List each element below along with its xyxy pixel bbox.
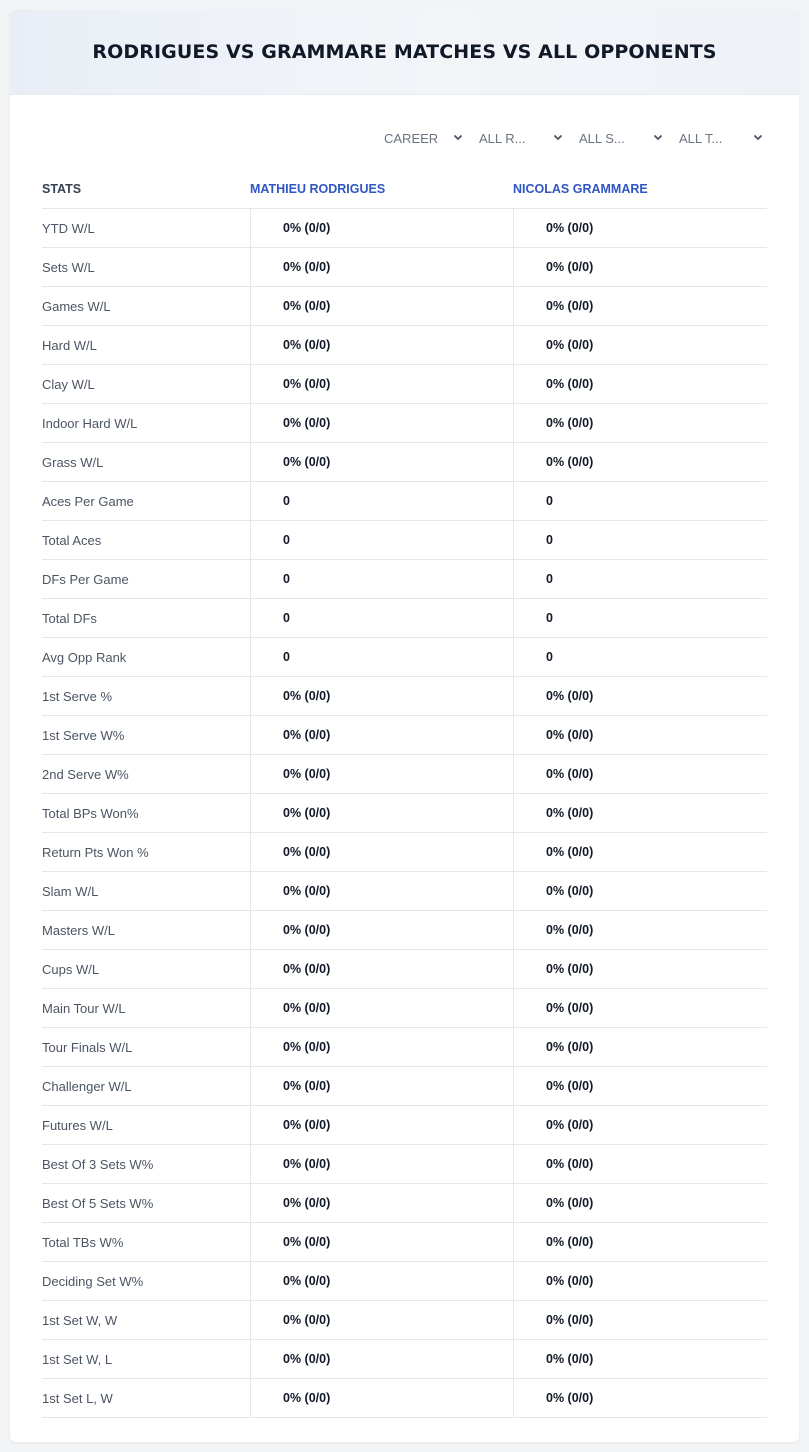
stat-label: 1st Set L, W <box>42 1390 113 1406</box>
stat-label: Total BPs Won% <box>42 805 139 821</box>
player1-stat-value: 0% (0/0) <box>250 950 513 988</box>
stat-label: Challenger W/L <box>42 1078 132 1094</box>
player1-stat-value: 0% (0/0) <box>250 1340 513 1378</box>
player2-stat-value: 0 <box>513 638 767 676</box>
table-row <box>42 1223 767 1262</box>
player1-stat-value: 0 <box>250 638 513 676</box>
player1-stat-value: 0% (0/0) <box>250 833 513 871</box>
player1-stat-value: 0% (0/0) <box>250 404 513 442</box>
stat-label: Tour Finals W/L <box>42 1039 133 1055</box>
stat-label: Indoor Hard W/L <box>42 415 138 431</box>
player1-stat-value: 0% (0/0) <box>250 755 513 793</box>
table-row <box>42 716 767 755</box>
stats-card <box>10 10 799 1442</box>
player2-stat-value: 0% (0/0) <box>513 1379 767 1417</box>
player2-stat-value: 0% (0/0) <box>513 677 767 715</box>
player2-stat-value: 0% (0/0) <box>513 443 767 481</box>
player1-stat-value: 0 <box>250 560 513 598</box>
player1-stat-value: 0 <box>250 521 513 559</box>
player2-stat-value: 0% (0/0) <box>513 1145 767 1183</box>
chevron-down-icon <box>452 131 464 143</box>
player1-stat-value: 0 <box>250 599 513 637</box>
table-row <box>42 1184 767 1223</box>
player2-column-header[interactable]: NICOLAS GRAMMARE <box>513 182 648 196</box>
player1-stat-value: 0% (0/0) <box>250 1106 513 1144</box>
stat-label: Cups W/L <box>42 961 100 977</box>
player1-stat-value: 0% (0/0) <box>250 365 513 403</box>
filter-period-value: CAREER <box>384 130 439 146</box>
player1-stat-value: 0% (0/0) <box>250 209 513 247</box>
table-row <box>42 872 767 911</box>
player2-stat-value: 0% (0/0) <box>513 833 767 871</box>
stat-label: Total TBs W% <box>42 1234 124 1250</box>
player1-stat-value: 0% (0/0) <box>250 248 513 286</box>
player2-stat-value: 0% (0/0) <box>513 1184 767 1222</box>
table-row <box>42 638 767 677</box>
player2-stat-value: 0% (0/0) <box>513 404 767 442</box>
stat-label: Grass W/L <box>42 454 104 470</box>
stat-label: Return Pts Won % <box>42 844 149 860</box>
filter-bar <box>10 124 799 152</box>
table-row <box>42 1340 767 1379</box>
table-row <box>42 1145 767 1184</box>
table-row <box>42 443 767 482</box>
stat-label: 1st Serve % <box>42 688 113 704</box>
filter-round-value: ALL R... <box>479 130 526 146</box>
player1-stat-value: 0% (0/0) <box>250 1145 513 1183</box>
player1-stat-value: 0% (0/0) <box>250 1301 513 1339</box>
player1-stat-value: 0% (0/0) <box>250 911 513 949</box>
table-row <box>42 833 767 872</box>
header-banner <box>10 10 799 95</box>
table-row <box>42 326 767 365</box>
stat-label: Best Of 3 Sets W% <box>42 1156 154 1172</box>
table-row <box>42 950 767 989</box>
player1-stat-value: 0% (0/0) <box>250 326 513 364</box>
player2-stat-value: 0% (0/0) <box>513 1028 767 1066</box>
stat-label: 1st Set W, W <box>42 1312 118 1328</box>
stat-label: Total DFs <box>42 610 97 626</box>
stat-label: Aces Per Game <box>42 493 134 509</box>
stat-label: 2nd Serve W% <box>42 766 129 782</box>
table-row <box>42 1067 767 1106</box>
player2-stat-value: 0% (0/0) <box>513 248 767 286</box>
table-row <box>42 482 767 521</box>
chevron-down-icon <box>652 131 664 143</box>
stat-label: 1st Serve W% <box>42 727 125 743</box>
player2-stat-value: 0% (0/0) <box>513 1223 767 1261</box>
table-row <box>42 1028 767 1067</box>
stat-label: Slam W/L <box>42 883 99 899</box>
stat-label: Deciding Set W% <box>42 1273 144 1289</box>
player1-stat-value: 0 <box>250 482 513 520</box>
stats-column-header: STATS <box>42 182 82 196</box>
table-row <box>42 989 767 1028</box>
stat-label: Total Aces <box>42 532 102 548</box>
stat-label: Best Of 5 Sets W% <box>42 1195 154 1211</box>
table-row <box>42 1379 767 1418</box>
player1-stat-value: 0% (0/0) <box>250 794 513 832</box>
stats-table <box>42 208 767 1418</box>
table-row <box>42 1262 767 1301</box>
player2-stat-value: 0% (0/0) <box>513 950 767 988</box>
player1-stat-value: 0% (0/0) <box>250 1028 513 1066</box>
player2-stat-value: 0 <box>513 599 767 637</box>
player2-stat-value: 0% (0/0) <box>513 872 767 910</box>
table-row <box>42 287 767 326</box>
chevron-down-icon <box>552 131 564 143</box>
player1-stat-value: 0% (0/0) <box>250 443 513 481</box>
filter-tournament-value: ALL T... <box>679 130 723 146</box>
player2-stat-value: 0 <box>513 560 767 598</box>
table-row <box>42 1301 767 1340</box>
table-row <box>42 248 767 287</box>
filter-period-select[interactable] <box>384 124 464 152</box>
table-row <box>42 521 767 560</box>
player1-column-header[interactable]: MATHIEU RODRIGUES <box>250 182 386 196</box>
player2-stat-value: 0% (0/0) <box>513 794 767 832</box>
player1-stat-value: 0% (0/0) <box>250 989 513 1027</box>
player2-stat-value: 0% (0/0) <box>513 911 767 949</box>
table-row <box>42 404 767 443</box>
player2-stat-value: 0% (0/0) <box>513 365 767 403</box>
player1-stat-value: 0% (0/0) <box>250 287 513 325</box>
player2-stat-value: 0% (0/0) <box>513 287 767 325</box>
player1-stat-value: 0% (0/0) <box>250 1379 513 1417</box>
player1-stat-value: 0% (0/0) <box>250 1184 513 1222</box>
table-row <box>42 1106 767 1145</box>
stat-label: Games W/L <box>42 298 111 314</box>
stat-label: 1st Set W, L <box>42 1351 113 1367</box>
player2-stat-value: 0% (0/0) <box>513 1067 767 1105</box>
stat-label: Masters W/L <box>42 922 115 938</box>
player2-stat-value: 0% (0/0) <box>513 716 767 754</box>
player1-stat-value: 0% (0/0) <box>250 1262 513 1300</box>
filter-surface-select[interactable] <box>579 124 664 152</box>
stat-label: Clay W/L <box>42 376 95 392</box>
stat-label: DFs Per Game <box>42 571 129 587</box>
table-row <box>42 365 767 404</box>
stat-label: Hard W/L <box>42 337 97 353</box>
stat-label: Avg Opp Rank <box>42 649 127 665</box>
player2-stat-value: 0% (0/0) <box>513 1301 767 1339</box>
table-row <box>42 599 767 638</box>
table-row <box>42 209 767 248</box>
filter-round-select[interactable] <box>479 124 564 152</box>
player2-stat-value: 0% (0/0) <box>513 1340 767 1378</box>
player1-stat-value: 0% (0/0) <box>250 716 513 754</box>
player2-stat-value: 0% (0/0) <box>513 755 767 793</box>
player1-stat-value: 0% (0/0) <box>250 872 513 910</box>
filter-surface-value: ALL S... <box>579 130 625 146</box>
player2-stat-value: 0% (0/0) <box>513 326 767 364</box>
stat-label: Main Tour W/L <box>42 1000 126 1016</box>
table-row <box>42 755 767 794</box>
stat-label: YTD W/L <box>42 220 95 236</box>
stat-label: Sets W/L <box>42 259 95 275</box>
table-row <box>42 560 767 599</box>
player2-stat-value: 0% (0/0) <box>513 1262 767 1300</box>
player1-stat-value: 0% (0/0) <box>250 677 513 715</box>
table-row <box>42 677 767 716</box>
player2-stat-value: 0% (0/0) <box>513 989 767 1027</box>
player2-stat-value: 0 <box>513 521 767 559</box>
page-title: RODRIGUES VS GRAMMARE MATCHES VS ALL OPPONENTS <box>92 41 717 63</box>
player2-stat-value: 0% (0/0) <box>513 1106 767 1144</box>
table-row <box>42 794 767 833</box>
player2-stat-value: 0 <box>513 482 767 520</box>
player2-stat-value: 0% (0/0) <box>513 209 767 247</box>
filter-tournament-select[interactable] <box>679 124 764 152</box>
player1-stat-value: 0% (0/0) <box>250 1067 513 1105</box>
player1-stat-value: 0% (0/0) <box>250 1223 513 1261</box>
stat-label: Futures W/L <box>42 1117 113 1133</box>
chevron-down-icon <box>752 131 764 143</box>
table-row <box>42 911 767 950</box>
